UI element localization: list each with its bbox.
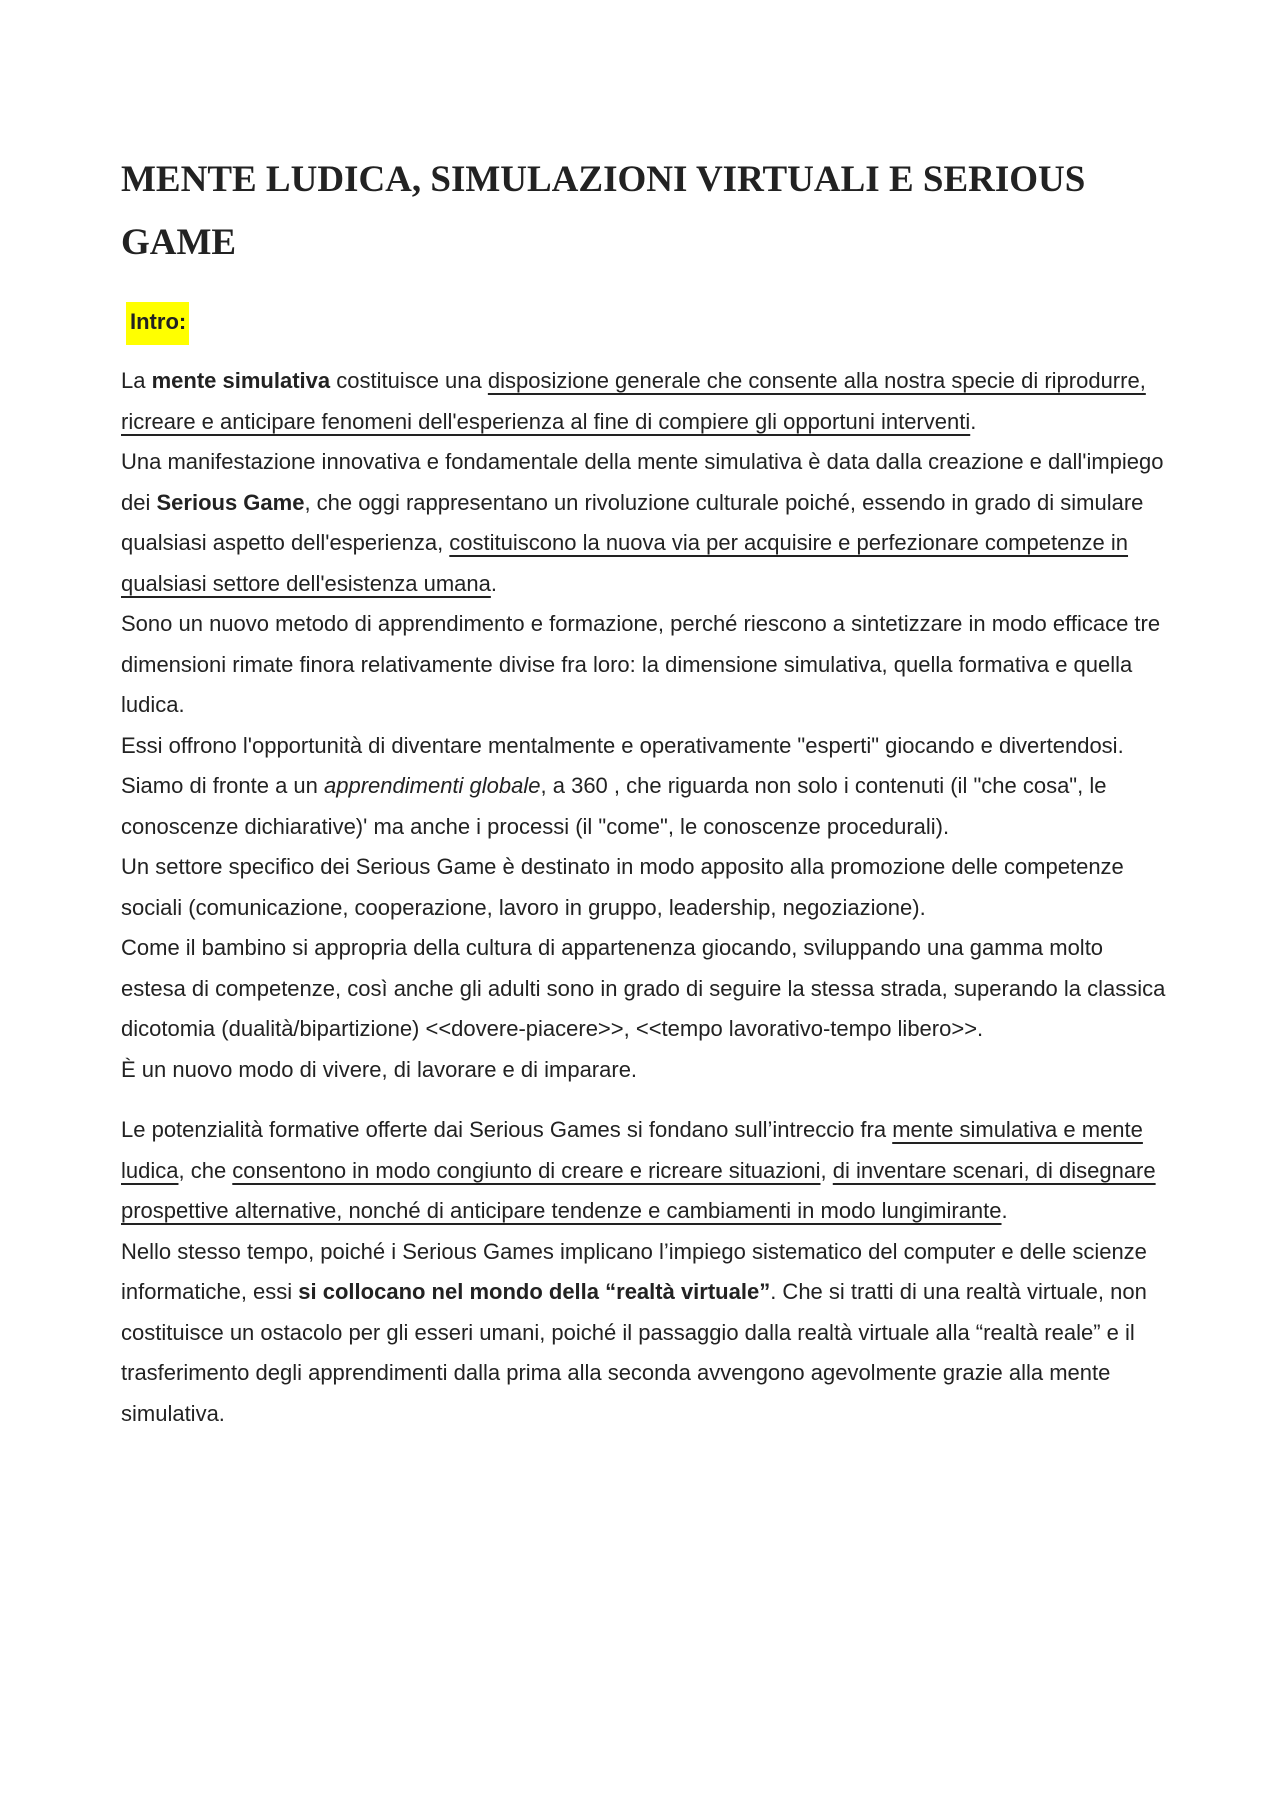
p2-text-5: . <box>490 570 497 596</box>
paragraph-5 <box>121 766 1171 847</box>
p1-text-1: La <box>121 368 152 393</box>
p10-text-3: . Che si tratti di una realtà virtuale, non costituisce un ostacolo per gli esseri umani, poiché il passaggio dalla realtà virtuale alla “realtà reale” e il trasferimento degli apprendimenti dalla prima alla seconda avvengono agevolmente grazie alla mente simulativa. <box>121 1279 1147 1426</box>
document-title <box>121 148 1171 274</box>
p10-text-1: Nello stesso tempo, poiché i Serious Games implicano l’impiego sistematico del computer e delle scienze informatiche, essi <box>121 1238 1147 1304</box>
paragraph-7: Come il bambino si appropria della cultura di appartenenza giocando, sviluppando una gamma molto estesa di competenze, così anche gli adulti sono in grado di seguire la stessa strada, superando la classica dicotomia (dualità/bipartizione) <<dovere-piacere>>, <<tempo lavorativo-tempo libero>>. <box>121 935 1166 1041</box>
p5-text-1: Siamo di fronte a un <box>121 773 325 798</box>
p9-text-5: , <box>820 1157 833 1183</box>
p9-underlined-3: di inventare scenari, di disegnare prospettive alternative, nonché di anticipare tendenze e cambiamenti in modo lungimirante <box>121 1157 1156 1223</box>
p2-text-3: , che oggi rappresentano un rivoluzione culturale poiché, essendo in grado di simulare qualsiasi aspetto dell'esperienza, <box>121 489 1144 555</box>
p5-text-3: , a 360 , che riguarda non solo i contenuti (il "che cosa", le conoscenze dichiarative)' ma anche i processi (il "come", le conoscenze procedurali). <box>121 773 1107 839</box>
paragraph-9 <box>121 1110 1171 1232</box>
p2-underlined-phrase: costituiscono la nuova via per acquisire e perfezionare competenze in qualsiasi settore dell'esistenza umana <box>121 530 1129 596</box>
document-page <box>121 148 1171 1434</box>
paragraph-10 <box>121 1232 1171 1435</box>
paragraph-6: Un settore specifico dei Serious Game è destinato in modo apposito alla promozione delle competenze sociali (comunicazione, cooperazione, lavoro in gruppo, leadership, negoziazione). <box>121 854 1124 920</box>
p9-text-1: Le potenzialità formative offerte dai Serious Games si fondano sull’intreccio fra <box>121 1117 893 1142</box>
paragraph-4: Essi offrono l'opportunità di diventare mentalmente e operativamente "esperti" giocando e divertendosi. <box>121 732 1124 758</box>
p1-underlined-definition: disposizione generale che consente alla nostra specie di riprodurre, ricreare e anticipare fenomeni dell'esperienza al fine di compiere gli opportuni interventi <box>121 368 1146 434</box>
p9-underlined-1: mente simulativa e mente ludica <box>121 1117 1143 1183</box>
p9-text-7: . <box>1001 1198 1008 1223</box>
paragraph-1 <box>121 361 1171 442</box>
p1-text-5: . <box>970 408 977 434</box>
section-intro-body <box>121 361 1171 1090</box>
p9-underlined-2: consentono in modo congiunto di creare e ricreare situazioni <box>232 1157 821 1183</box>
section-second-body <box>121 1110 1171 1434</box>
paragraph-8: È un nuovo modo di vivere, di lavorare e di imparare. <box>121 1056 638 1082</box>
p1-bold-term: mente simulativa <box>151 368 331 393</box>
p2-bold-term: Serious Game <box>156 489 305 515</box>
paragraph-3: Sono un nuovo metodo di apprendimento e formazione, perché riescono a sintetizzare in modo efficace tre dimensioni rimate finora relativamente divise fra loro: la dimensione simulativa, quella formativa e quella ludica. <box>121 611 1161 717</box>
p2-text-1: Una manifestazione innovativa e fondamentale della mente simulativa è data dalla creazione e dall'impiego dei <box>121 449 1164 515</box>
p9-text-3: , che <box>178 1157 233 1183</box>
p10-bold-phrase: si collocano nel mondo della “realtà virtuale” <box>298 1279 771 1304</box>
intro-heading: Intro: <box>126 302 189 345</box>
p1-text-3: costituisce una <box>330 368 488 393</box>
title-line-1: MENTE LUDICA, SIMULAZIONI VIRTUALI E SERIOUS <box>121 159 1086 200</box>
p5-italic-term: apprendimenti globale <box>324 773 541 798</box>
title-line-2: GAME <box>121 222 237 263</box>
paragraph-2 <box>121 442 1171 604</box>
